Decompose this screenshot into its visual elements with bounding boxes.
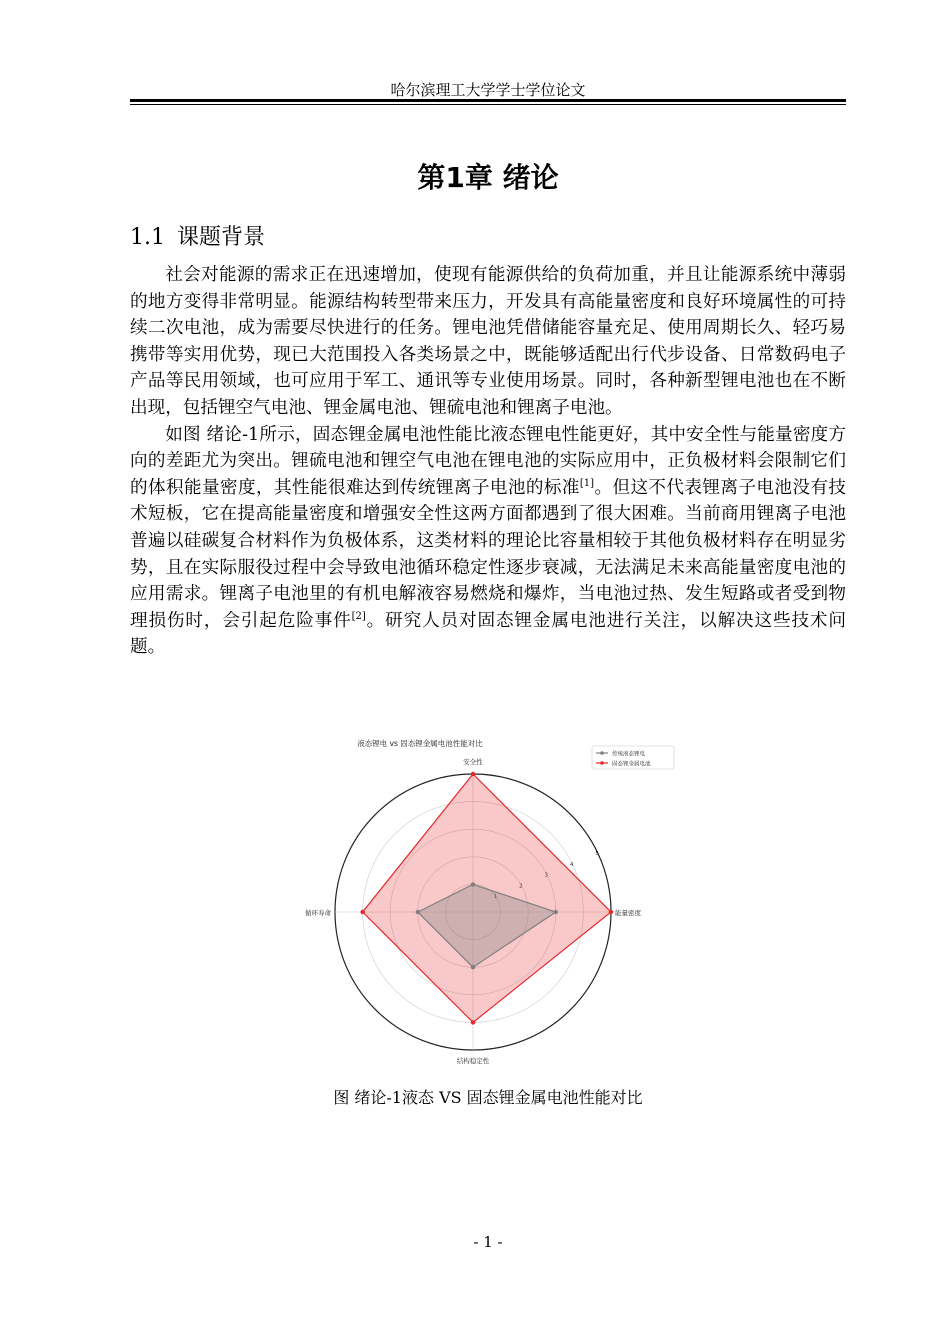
header-rule-thick bbox=[130, 99, 846, 102]
paragraph-2-part-a: 如图 绪论-1所示，固态锂金属电池性能比液态锂电性能更好，其中安全性与能量密度方向的差距尤为突出。锂硫电池和锂空气电池在锂电池的实际应用中，正负极材料会限制它们的体积能量密度，其性能很难达到传统锂离子电池的标准 bbox=[130, 424, 846, 498]
radar-axis-label-3: 循环寿命 bbox=[305, 909, 331, 917]
section-heading bbox=[130, 220, 265, 251]
paragraph-1: 社会对能源的需求正在迅速增加，使现有能源供给的负荷加重，并且让能源系统中薄弱的地方变得非常明显。能源结构转型带来压力，开发具有高能量密度和良好环境属性的可持续二次电池，成为需要尽快进行的任务。锂电池凭借储能容量充足、使用周期长久、轻巧易携带等实用优势，现已大范围投入各类场景之中，既能够适配出行代步设备、日常数码电子产品等民用领域，也可应用于军工、通讯等专业使用场景。同时，各种新型锂电池也在不断出现，包括锂空气电池、锂金属电池、锂硫电池和锂离子电池。 bbox=[130, 265, 846, 418]
legend-swatch-dot-0 bbox=[600, 751, 604, 755]
figure-radar-chart bbox=[290, 728, 690, 1073]
running-header: 哈尔滨理工大学学士学位论文 bbox=[390, 81, 586, 99]
radar-series-1-point-2 bbox=[471, 1020, 475, 1024]
citation-1[interactable]: [1] bbox=[579, 477, 595, 489]
paragraph-2-part-c: 。研究人员对固态锂金属电池进行关注，以解决这些技术问题。 bbox=[130, 610, 846, 658]
radar-chart bbox=[290, 728, 690, 1073]
citation-2[interactable]: [2] bbox=[351, 610, 366, 622]
radar-tick-label-1: 1 bbox=[493, 894, 498, 901]
legend-swatch-dot-1 bbox=[600, 761, 604, 765]
page-number: - 1 - bbox=[473, 1233, 503, 1251]
radar-series-1-point-1 bbox=[609, 910, 613, 914]
header-rule-thin bbox=[130, 104, 846, 105]
radar-series-0-point-2 bbox=[471, 965, 475, 969]
body-text bbox=[130, 262, 846, 661]
radar-axis-label-1: 能量密度 bbox=[615, 909, 641, 917]
radar-axis-label-2: 结构稳定性 bbox=[456, 1057, 490, 1065]
radar-series-0-point-0 bbox=[471, 882, 475, 886]
paragraph-2-part-b: 。但这不代表锂离子电池没有技术短板，它在提高能量密度和增强安全性这两方面都遇到了很大困难。当前商用锂离子电池普遍以硅碳复合材料作为负极体系，这类材料的理论比容量相较于其他负极材料存在明显劣势，且在实际服役过程中会导致电池循环稳定性逐步衰减，无法满足未来高能量密度电池的应用需求。锂离子电池里的有机电解液容易燃烧和爆炸，当电池过热、发生短路或者受到物理损伤时，会引起危险事件 bbox=[130, 477, 846, 631]
section-number: 1.1 bbox=[130, 225, 165, 250]
legend-label-0: 传统液态锂电 bbox=[612, 751, 646, 758]
radar-series bbox=[360, 772, 613, 1025]
radar-tick-label-4: 4 bbox=[569, 861, 574, 868]
radar-series-1-point-0 bbox=[471, 772, 475, 776]
radar-tick-label-3: 3 bbox=[544, 872, 548, 879]
figure-caption: 图 绪论-1液态 VS 固态锂金属电池性能对比 bbox=[333, 1088, 643, 1107]
chart-title: 液态锂电 vs 固态锂金属电池性能对比 bbox=[357, 739, 483, 748]
radar-series-0-point-3 bbox=[416, 910, 420, 914]
chapter-title: 第1章 绪论 bbox=[417, 161, 559, 194]
radar-series-0-point-1 bbox=[554, 910, 558, 914]
radar-axis-label-0: 安全性 bbox=[463, 758, 483, 766]
chart-legend bbox=[592, 746, 674, 769]
radar-tick-label-2: 2 bbox=[519, 883, 523, 890]
section-title-text: 课题背景 bbox=[177, 225, 266, 250]
paragraph-2 bbox=[130, 422, 846, 661]
radar-series-1-point-3 bbox=[360, 910, 364, 914]
radar-tick-label-5: 5 bbox=[595, 851, 599, 858]
legend-label-1: 固态锂金属电池 bbox=[612, 761, 651, 768]
